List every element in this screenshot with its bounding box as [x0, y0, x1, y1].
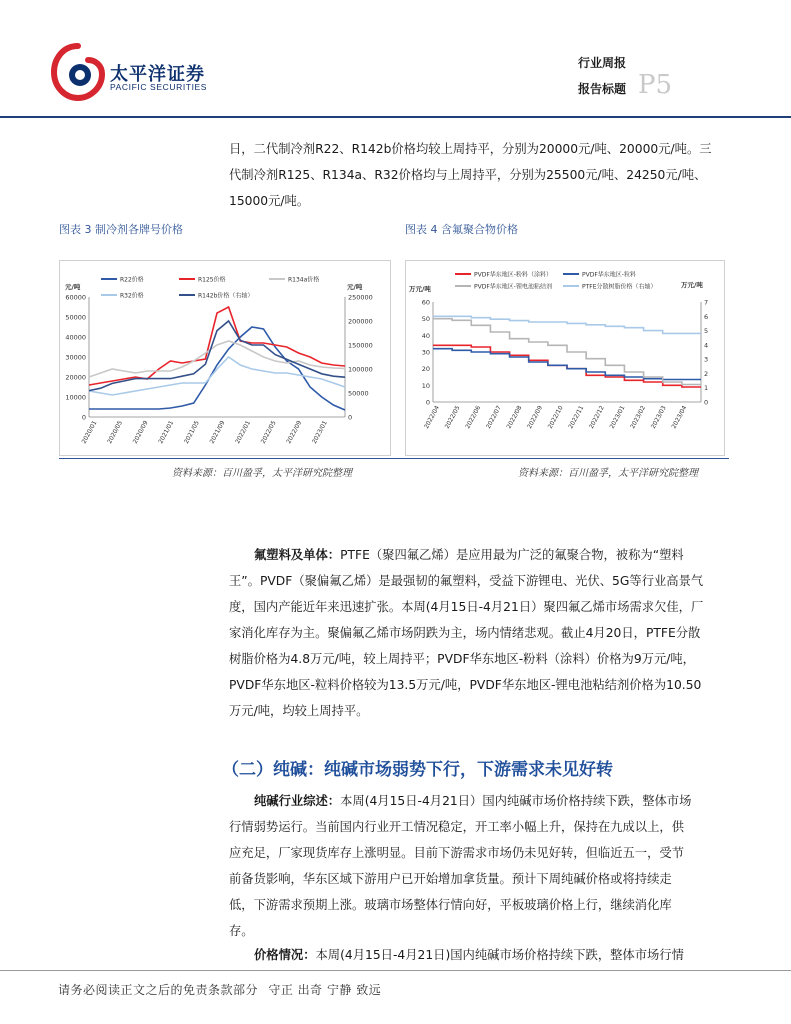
- legend-label: R142b价格（右轴）: [198, 292, 254, 300]
- x-tick-label: 2023/02: [629, 404, 648, 430]
- fluoroplastics-paragraph: [229, 542, 749, 724]
- left-tick-label: 60000: [65, 293, 86, 302]
- right-tick-label: 4: [704, 341, 709, 350]
- right-axis-unit: 万元/吨: [681, 281, 703, 289]
- x-tick-label: 2022/10: [546, 404, 565, 430]
- legend-label: PVDF华东地区-锂电池粘结剂: [474, 283, 552, 291]
- paragraph-lead: 价格情况：: [254, 948, 316, 962]
- x-tick-label: 2023/01: [310, 419, 329, 445]
- footer-motto: 守正 出奇 宁静 致远: [268, 983, 382, 997]
- right-tick-label: 250000: [348, 293, 373, 302]
- text-line: PVDF华东地区-粒料价格较为13.5万元/吨，PVDF华东地区-锂电池粘结剂价格为10.50: [229, 678, 702, 692]
- x-tick-label: 2022/05: [259, 419, 278, 445]
- x-tick-label: 2023/03: [649, 404, 668, 430]
- x-tick-label: 2021/05: [182, 419, 201, 445]
- logo-text-en: PACIFIC SECURITIES: [110, 82, 208, 92]
- figure-bottom-rule: [59, 458, 729, 459]
- left-tick-label: 60: [421, 298, 430, 307]
- series-line: [433, 349, 701, 380]
- left-tick-label: 20: [421, 365, 430, 374]
- section-title: （二）纯碱：纯碱市场弱势下行，下游需求未见好转: [222, 760, 613, 780]
- paragraph-lead: 氟塑料及单体：: [254, 548, 341, 562]
- x-tick-label: 2023/01: [608, 404, 627, 430]
- legend-label: R125价格: [198, 276, 226, 284]
- figure-3-source: 资料来源：百川盈孚，太平洋研究院整理: [172, 468, 352, 479]
- x-tick-label: 2021/01: [157, 419, 176, 445]
- text-line: 家消化库存为主。聚偏氟乙烯市场阴跌为主，场内情绪悲观。截止4月20日，PTFE分散: [229, 626, 701, 640]
- left-tick-label: 10000: [65, 393, 86, 402]
- header-label-report-type: 行业周报: [578, 56, 627, 70]
- x-tick-label: 2022/04: [423, 404, 441, 430]
- text-line: 日，二代制冷剂R22、R142b价格均较上周持平，分别为20000元/吨、20000元/吨。三: [229, 142, 712, 156]
- series-line: [89, 341, 345, 377]
- right-tick-label: 0: [704, 398, 709, 407]
- right-tick-label: 7: [704, 298, 709, 307]
- x-tick-label: 2023/04: [670, 404, 689, 430]
- right-tick-label: 5: [704, 327, 709, 336]
- right-tick-label: 200000: [348, 317, 373, 326]
- right-tick-label: 100000: [348, 365, 373, 374]
- x-tick-label: 2020/05: [106, 419, 125, 445]
- text-line: 行情弱势运行。当前国内行业开工情况稳定，开工率小幅上升，保持在九成以上，供: [229, 820, 684, 834]
- text-line: 15000元/吨。: [229, 194, 310, 208]
- footer-rule: [0, 970, 791, 971]
- text-line: PTFE（聚四氟乙烯）是应用最为广泛的氟聚合物，被称为“塑料: [340, 548, 684, 562]
- left-tick-label: 20000: [65, 373, 86, 382]
- right-tick-label: 50000: [348, 389, 369, 398]
- left-tick-label: 50000: [65, 313, 86, 322]
- text-line: 度，国内产能近年来迅速扩张。本周(4月15日-4月21日）聚四氟乙烯市场需求欠佳，厂: [229, 600, 704, 614]
- company-logo-icon: [50, 42, 106, 102]
- text-line: 本周(4月15日-4月21日)国内纯碱市场价格持续下跌，整体市场行情: [315, 948, 684, 962]
- text-line: 本周(4月15日-4月21日）国内纯碱市场价格持续下跌，整体市场: [340, 794, 692, 808]
- footer-disclaimer: [58, 981, 381, 998]
- right-tick-label: 2: [704, 369, 709, 378]
- soda-ash-paragraph: [229, 788, 749, 944]
- left-tick-label: 30: [421, 348, 430, 357]
- text-line: 王”。PVDF（聚偏氟乙烯）是最强韧的氟塑料，受益下游锂电、光伏、5G等行业高景气: [229, 574, 704, 588]
- footer-text: 请务必阅读正文之后的免责条款部分: [58, 983, 259, 997]
- right-tick-label: 150000: [348, 341, 373, 350]
- header-label-title: 报告标题: [578, 82, 627, 96]
- left-axis-unit: 元/吨: [65, 283, 81, 291]
- left-tick-label: 30000: [65, 353, 86, 362]
- left-tick-label: 50: [421, 315, 430, 324]
- left-tick-label: 40000: [65, 333, 86, 342]
- left-axis-unit: 万元/吨: [409, 285, 431, 293]
- right-tick-label: 3: [704, 355, 709, 364]
- right-tick-label: 6: [704, 312, 709, 321]
- figure-3-chart: [59, 260, 391, 456]
- x-tick-label: 2022/06: [464, 404, 483, 430]
- chart-frame: [60, 261, 391, 456]
- legend-label: PTFE分散树脂价格（右轴）: [582, 283, 657, 291]
- x-tick-label: 2022/08: [505, 404, 524, 430]
- x-tick-label: 2021/09: [208, 419, 227, 445]
- header-rule: [0, 116, 791, 118]
- x-tick-label: 2022/05: [443, 404, 462, 430]
- price-paragraph: [229, 942, 749, 968]
- text-line: 树脂价格为4.8万元/吨，较上周持平；PVDF华东地区-粉料（涂料）价格为9万元/吨，: [229, 652, 695, 666]
- header: [0, 0, 791, 120]
- text-line: 前备货影响，华东区域下游用户已开始增加拿货量。预计下周纯碱价格或将持续走: [229, 872, 672, 886]
- figure-3-title: 图表 3 制冷剂各牌号价格: [59, 223, 183, 236]
- legend-label: R22价格: [120, 276, 144, 284]
- series-line: [89, 307, 345, 385]
- left-tick-label: 10: [421, 381, 430, 390]
- text-line: 应充足，厂家现货库存上涨明显。目前下游需求市场仍未见好转，但临近五一，受节: [229, 846, 684, 860]
- logo-text-cn: 太平洋证券: [110, 64, 205, 85]
- x-tick-label: 2022/11: [567, 404, 586, 430]
- figure-4-chart: [405, 260, 725, 456]
- legend-label: R134a价格: [288, 276, 320, 284]
- x-tick-label: 2022/09: [526, 404, 545, 430]
- legend-label: PVDF华东地区-粒料: [582, 271, 636, 279]
- x-tick-label: 2022/01: [234, 419, 253, 445]
- text-line: 代制冷剂R125、R134a、R32价格均与上周持平，分别为25500元/吨、24250元/吨、: [229, 168, 707, 182]
- left-tick-label: 40: [421, 331, 430, 340]
- figure-4-source: 资料来源：百川盈孚，太平洋研究院整理: [518, 468, 698, 479]
- intro-paragraph: [229, 136, 749, 214]
- page-number: P5: [638, 70, 673, 100]
- series-line: [89, 357, 345, 395]
- x-tick-label: 2022/09: [285, 419, 304, 445]
- x-tick-label: 2022/12: [587, 404, 606, 430]
- text-line: 存。: [229, 924, 254, 938]
- left-tick-label: 0: [81, 413, 86, 422]
- x-tick-label: 2020/01: [80, 419, 99, 445]
- right-tick-label: 1: [704, 384, 709, 393]
- text-line: 低，下游需求预期上涨。玻璃市场整体行情向好，平板玻璃价格上行，继续消化库: [229, 898, 672, 912]
- paragraph-lead: 纯碱行业综述：: [254, 794, 341, 808]
- text-line: 万元/吨，均较上周持平。: [229, 704, 369, 718]
- left-tick-label: 0: [425, 398, 430, 407]
- legend-label: R32价格: [120, 292, 144, 300]
- figure-4-title: 图表 4 含氟聚合物价格: [405, 223, 518, 236]
- x-tick-label: 2020/09: [131, 419, 150, 445]
- legend-label: PVDF华东地区-粉料（涂料）: [474, 271, 552, 279]
- right-tick-label: 0: [348, 413, 353, 422]
- x-tick-label: 2022/07: [484, 404, 503, 430]
- right-axis-unit: 元/吨: [347, 283, 363, 291]
